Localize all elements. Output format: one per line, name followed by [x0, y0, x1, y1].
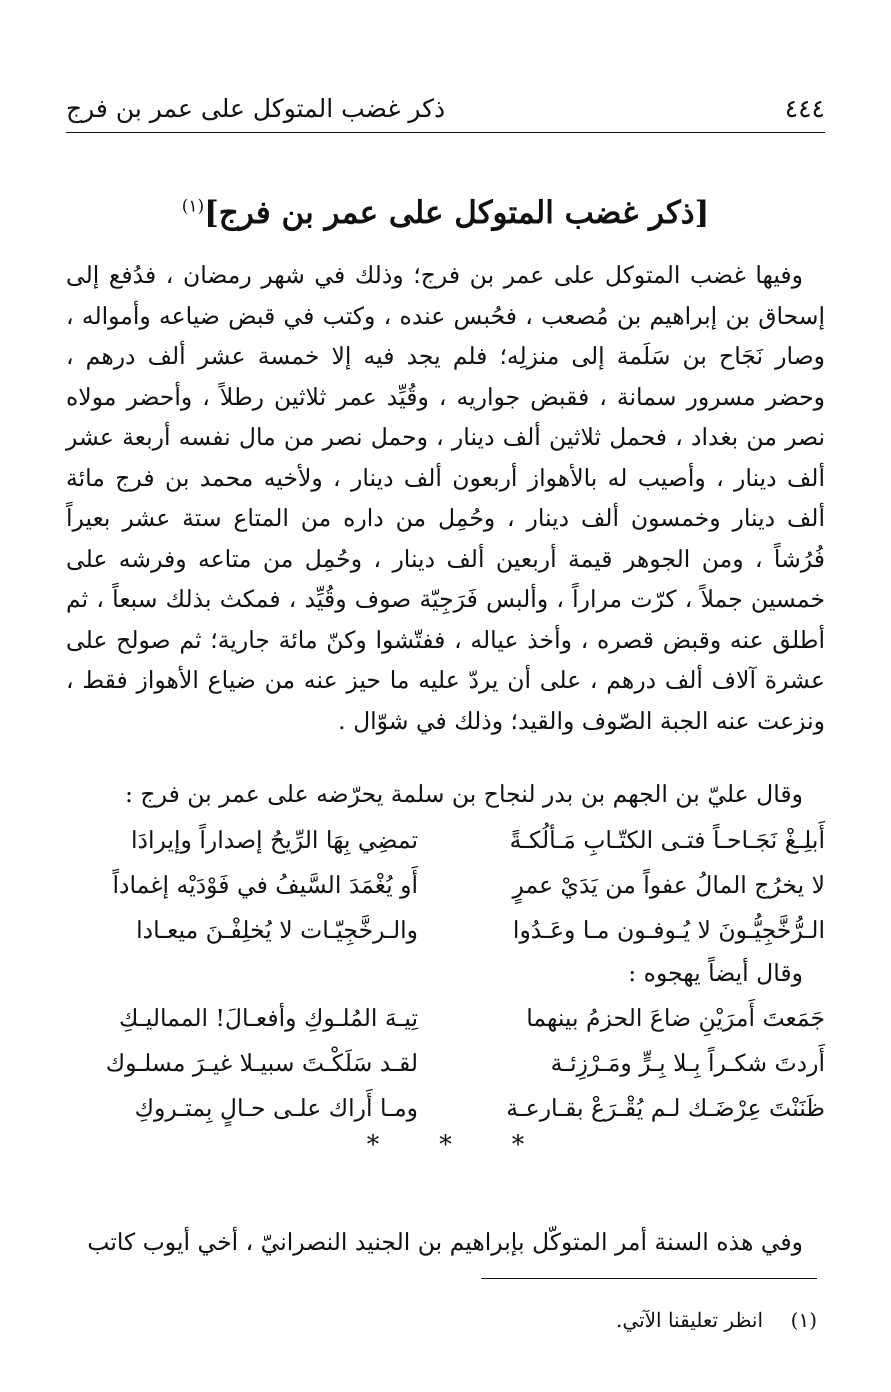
poem-2	[66, 996, 825, 1131]
verse	[66, 908, 825, 953]
verse-first-hemistich: ظَنَنْتَ عِرْضَـك لـم يُقْـرَعْ بقـارعـة	[506, 1094, 825, 1122]
verse	[66, 863, 825, 908]
footnote-ref: (١)	[181, 196, 205, 217]
verse-second-hemistich: لقـد سَلَكْـتَ سبيـلا غيـرَ مسلـوك	[105, 1049, 418, 1077]
verse	[66, 818, 825, 863]
poem-intro-1: وقال عليّ بن الجهم بن بدر لنجاح بن سلمة يحرّضه على عمر بن فرج :	[125, 780, 803, 808]
footnote-number: (١)	[790, 1308, 817, 1332]
verse-first-hemistich: الـرُّخَّجِيُّـونَ لا يُـوفـون مـا وعَـدُوا	[512, 916, 825, 944]
verse	[66, 1041, 825, 1086]
closing-line: وفي هذه السنة أمر المتوكّل بإبراهيم بن الجنيد النصرانيّ ، أخي أيوب كاتب	[87, 1228, 803, 1256]
running-header	[66, 92, 825, 126]
body-paragraph-text: وفيها غضب المتوكل على عمر بن فرج؛ وذلك في شهر رمضان ، فدُفع إلى إسحاق بن إبراهيم بن مُصعب ، فحُبس عنده ، وكتب في قبض ضياعه وأمواله ، وصار نَجَاح بن سَلَمة إلى منزلِه؛ فلم يجد فيه إلا خمسة عشر ألف درهم ، وحضر مسرور سمانة ، فقبض جواريه ، وقُيِّد عمر ثلاثين رطلاً ، وأحضر مولاه نصر من بغداد ، فحمل ثلاثين ألف دينار ، وحمل نصر من مال نفسه أربعة عشر ألف دينار ، وأصيب له بالأهواز أربعون ألف دينار ، ولأخيه محمد بن فرج مائة ألف دينار وخمسون ألف دينار ، وحُمِل من داره من المتاع ستة عشر بعيراً فُرُشاً ، ومن الجوهر قيمة أربعين ألف دينار ، وحُمِل من متاعه وفرشه على خمسين جملاً ، كرّت مراراً ، وألبس فَرَجِيّة صوف وقُيِّد ، فمكث بذلك سبعاً ، ثم أطلق عنه وقبض قصره ، وأخذ عياله ، ففتّشوا وكنّ مائة جارية؛ ثم صولح على عشرة آلاف ألف درهم ، على أن يردّ عليه ما حيز عنه من ضياع الأهواز فقط ، ونزعت عنه الجبة الصّوف والقيد؛ وذلك في شوّال .	[66, 261, 825, 735]
verse-first-hemistich: جَمَعتَ أَمرَيْنِ ضاعَ الحزمُ بينهما	[526, 1004, 825, 1032]
footnote-text: انظر تعليقنا الآتي.	[616, 1308, 763, 1332]
page-number: ٤٤٤	[784, 94, 825, 123]
poem-1	[66, 818, 825, 953]
footnote-rule	[481, 1278, 817, 1279]
verse-first-hemistich: لا يخرُج المالُ عفواً من يَدَيْ عمرٍ	[512, 871, 825, 899]
verse-second-hemistich: تمضِي بِهَا الرِّيحُ إصداراً وإيرادَا	[130, 826, 418, 854]
verse-second-hemistich: والـرخَّجِيّـات لا يُخلِفْـنَ ميعـادا	[136, 916, 418, 944]
verse-second-hemistich: أَو يُغْمَدَ السَّيفُ في فَوْدَيْه إغماداً	[112, 871, 418, 899]
section-title	[66, 190, 825, 236]
verse-second-hemistich: تِيـهَ المُلـوكِ وأفعـالَ! المماليـكِ	[119, 1004, 418, 1032]
section-title-text: [ذكر غضب المتوكل على عمر بن فرج]	[204, 195, 710, 231]
verse	[66, 1086, 825, 1131]
footnote	[66, 1304, 817, 1336]
verse-second-hemistich: ومـا أَراك علـى حـالٍ بِمتـروكِ	[134, 1094, 418, 1122]
verse-first-hemistich: أَردتَ شكـراً بِـلا بِـرٍّ ومَـرْزِئـة	[550, 1049, 825, 1077]
header-rule	[66, 132, 825, 133]
poem-intro-2: وقال أيضاً يهجوه :	[628, 959, 803, 987]
verse	[66, 996, 825, 1041]
body-paragraph	[66, 255, 825, 741]
section-divider-ornament: * * *	[366, 1130, 551, 1159]
running-title: ذكر غضب المتوكل على عمر بن فرج	[66, 94, 446, 123]
verse-first-hemistich: أَبلِـغْ نَجَـاحـاً فتـى الكتّـابِ مَـألُكـةً	[509, 826, 825, 854]
